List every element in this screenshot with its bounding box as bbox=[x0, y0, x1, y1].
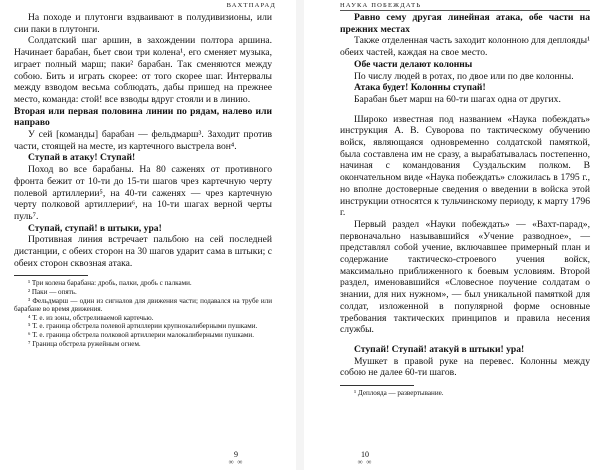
book-gutter bbox=[296, 0, 304, 470]
paragraph: Противная линия встречает пальбою на сей последней дистанции, с обеих сторон на 30 шагов ударит сама в штыки; с обеих сторон сквозная атака. bbox=[14, 234, 272, 269]
footnote-divider bbox=[340, 385, 414, 386]
footnote: ⁷ Граница обстрела ружейным огнем. bbox=[28, 339, 141, 348]
paragraph: Также отделенная часть заходит колонною для деплояды¹ обеих частей, каждая на свое место. bbox=[340, 35, 590, 59]
footnote: ¹ Деплояда — развертывание. bbox=[354, 389, 444, 398]
footnote: ⁶ Т. е. граница обстрела полковой артиллерии малокалиберными пушками. bbox=[28, 331, 254, 340]
running-header-left: ВАХТПАРАД bbox=[226, 2, 276, 9]
footnote: ¹ Три колена барабана: дробь, палки, дробь с палками. bbox=[28, 279, 192, 288]
command-line: Ступай, ступай! в штыки, ура! bbox=[28, 222, 162, 234]
command-line: Ступай! Ступай! атакуй в штыки! ура! bbox=[354, 343, 525, 355]
left-page bbox=[0, 0, 296, 470]
left-page-body bbox=[14, 12, 272, 348]
footnote: ² Паки — опять. bbox=[28, 288, 77, 297]
right-page-body bbox=[340, 12, 590, 398]
page-number-right bbox=[352, 450, 378, 466]
footnote: ³ Фельдмарш — один из сигналов для движения части; подавался на трубе или барабане во время движения. bbox=[14, 296, 272, 314]
paragraph: Солдатский шаг аршин, в захождении полтора аршина. Начинает барабан, бьет свои три колена¹, его сменяет музыка, играет полный марш; паки² барабан. Так сменяются между собою. Бить и играть скорее: от того скорее шаг. Интервалы между взводом весьма соблюдать, дабы пришед на прежнее место, команда: стой! все взводы вдруг стояли и в линию. bbox=[14, 35, 272, 105]
ornament-icon: ∞ ∞ bbox=[357, 458, 373, 466]
footnote: ⁵ Т. е. граница обстрела полевой артиллерии крупнокалиберными пушками. bbox=[28, 322, 258, 331]
paragraph: У сей [команды] барабан — фельдмарш³. Заходит против части, стоящей на месте, из картечного выстрела вон⁴. bbox=[14, 129, 272, 152]
command-line: Обе части делают колонны bbox=[354, 58, 473, 70]
command-line: Ступай в атаку! Ступай! bbox=[28, 152, 136, 164]
command-line: Атака будет! Колонны ступай! bbox=[354, 82, 486, 94]
running-header-right: НАУКА ПОБЕЖДАТЬ bbox=[340, 2, 422, 9]
paragraph: Мушкет в правой руке на перевес. Колонны между собою не далее 60-ти шагов. bbox=[340, 355, 590, 379]
paragraph: По числу людей в ротах, по двое или по две колонны. bbox=[354, 70, 574, 82]
command-heading: Равно сему другая линейная атака, обе части на прежних местах bbox=[340, 12, 590, 35]
footnotes-right bbox=[340, 389, 590, 398]
commentary-paragraph: Широко известная под названием «Наука побеждать» инструкция А. В. Суворова по тактическому обучению войск, являющаяся одновременно солдатской памяткой, была составлена им не сразу, а вырабатывалась постепенно, начиная с командования Суздальским полком. В окончательном виде «Наука побеждать» сложилась в 1795 г., но вполне достоверные сведения о введении в войска этой инструкции относятся к тульчинскому периоду, к марту 1796 г. bbox=[340, 113, 590, 219]
paragraph: На походе и плутонги вздваивают в полудивизионы, или сии паки в плутонги. bbox=[14, 12, 272, 35]
page-number-left bbox=[223, 450, 249, 466]
footnotes-left bbox=[14, 279, 272, 348]
ornament-icon: ∞ ∞ bbox=[228, 458, 244, 466]
footnote: ⁴ Т. е. из зоны, обстреливаемой картечью. bbox=[28, 313, 154, 322]
paragraph: Барабан бьет марш на 60-ти шагах одна от других. bbox=[354, 93, 561, 105]
footnote-divider bbox=[14, 275, 88, 276]
commentary-paragraph: Первый раздел «Науки побеждать» — «Вахт-парад», первоначально называвшийся «Учение разводное», — представлял собой учение, включавшее примерный план и содержание тактическо-строевого учения войск, максимально приближенного к боевым условиям. Второй раздел, именовавшийся «Словесное поучение солдатам о знании, для них нужном», — был уникальной памяткой для солдат, изложенной в популярной форме основные требования тактических принципов и правила несения службы. bbox=[340, 218, 590, 336]
page-number: 10 bbox=[361, 450, 369, 459]
page-number: 9 bbox=[234, 450, 238, 459]
right-page bbox=[304, 0, 600, 470]
paragraph: Поход во все барабаны. На 80 саженях от противного фронта бежит от 10-ти до 15-ти шагов чрез картечную черту полевой артиллерии⁵, на 40-ти саженях — чрез картечную черту полковой артиллерии⁶, на 10-ти шагах верной черты пуль⁷. bbox=[14, 164, 272, 222]
header-rule bbox=[340, 10, 590, 11]
command-heading: Вторая или первая половина линии по рядам, налево или направо bbox=[14, 105, 272, 129]
